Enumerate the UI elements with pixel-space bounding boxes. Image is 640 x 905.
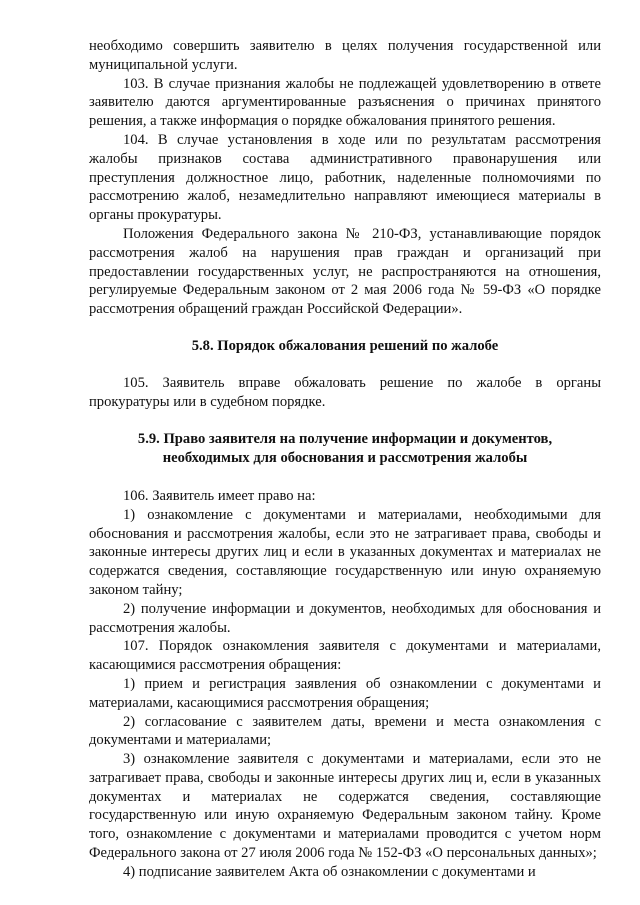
paragraph-107-item-4: 4) подписание заявителем Акта об ознакомлении с документами и [123,863,536,880]
paragraph-105: 105. Заявитель вправе обжаловать решение по жалобе в органы прокуратуры или в судебном порядке. [89,374,601,410]
paragraph-107: 107. Порядок ознакомления заявителя с документами и материалами, касающимися рассмотрения обращения: [89,638,601,674]
document-page [89,37,601,882]
paragraph-103: 103. В случае признания жалобы не подлежащей удовлетворению в ответе заявителю даются аргументированные разъяснения о причинах принятого решения, а также информация о порядке обжалования принятого решения. [89,75,601,130]
paragraph-law-provisions: Положения Федерального закона № 210-ФЗ, устанавливающие порядок рассмотрения жалоб на нарушения прав граждан и организаций при предоставлении государственных услуг, не распространяются на отношения, регулируемые Федеральным законом от 2 мая 2006 года № 59-ФЗ «О порядке рассмотрения обращений граждан Российской Федерации». [89,225,601,318]
spacer [89,319,601,337]
paragraph-106-item-2: 2) получение информации и документов, необходимых для обоснования и рассмотрения жалобы. [89,600,601,636]
paragraph-107-item-3: 3) ознакомление заявителя с документами и материалами, если это не затрагивает права, свободы и законные интересы других лиц и, если в указанных документах и материалах не содержатся сведения, составляющие государственную или иную охраняемую Федеральным законом тайну. Кроме того, ознакомление с документами и материалами проводится с учетом норм Федерального закона от 27 июля 2006 года № 152-ФЗ «О персональных данных»; [89,751,601,862]
paragraph-104: 104. В случае установления в ходе или по результатам рассмотрения жалобы признаков состава административного правонарушения или преступления должностное лицо, работник, наделенные полномочиями по рассмотрению жалоб, незамедлительно направляют имеющиеся материалы в органы прокуратуры. [89,131,601,224]
paragraph-106: 106. Заявитель имеет право на: [123,487,316,504]
spacer [89,411,601,430]
paragraph-107-item-1: 1) прием и регистрация заявления об ознакомлении с документами и материалами, касающимися рассмотрения обращения; [89,675,601,711]
section-heading-5-8: 5.8. Порядок обжалования решений по жалобе [191,337,499,354]
paragraph-continuation: необходимо совершить заявителю в целях получения государственной или муниципальной услуги. [89,38,601,73]
spacer [89,468,601,487]
paragraph-106-item-1: 1) ознакомление с документами и материалами, необходимыми для обоснования и рассмотрения жалобы, если это не затрагивает права, свободы и законные интересы других лиц и если в указанных документах и материалах не содержатся сведения, составляющие государственную или иную охраняемую законом тайну; [89,506,601,598]
paragraph-107-item-2: 2) согласование с заявителем даты, времени и места ознакомления с документами и материалами; [89,713,601,749]
spacer [89,356,601,374]
section-heading-5-9-line2: необходимых для обоснования и рассмотрения жалобы [162,450,528,467]
section-heading-5-9-line1: 5.9. Право заявителя на получение информации и документов, [137,431,553,448]
